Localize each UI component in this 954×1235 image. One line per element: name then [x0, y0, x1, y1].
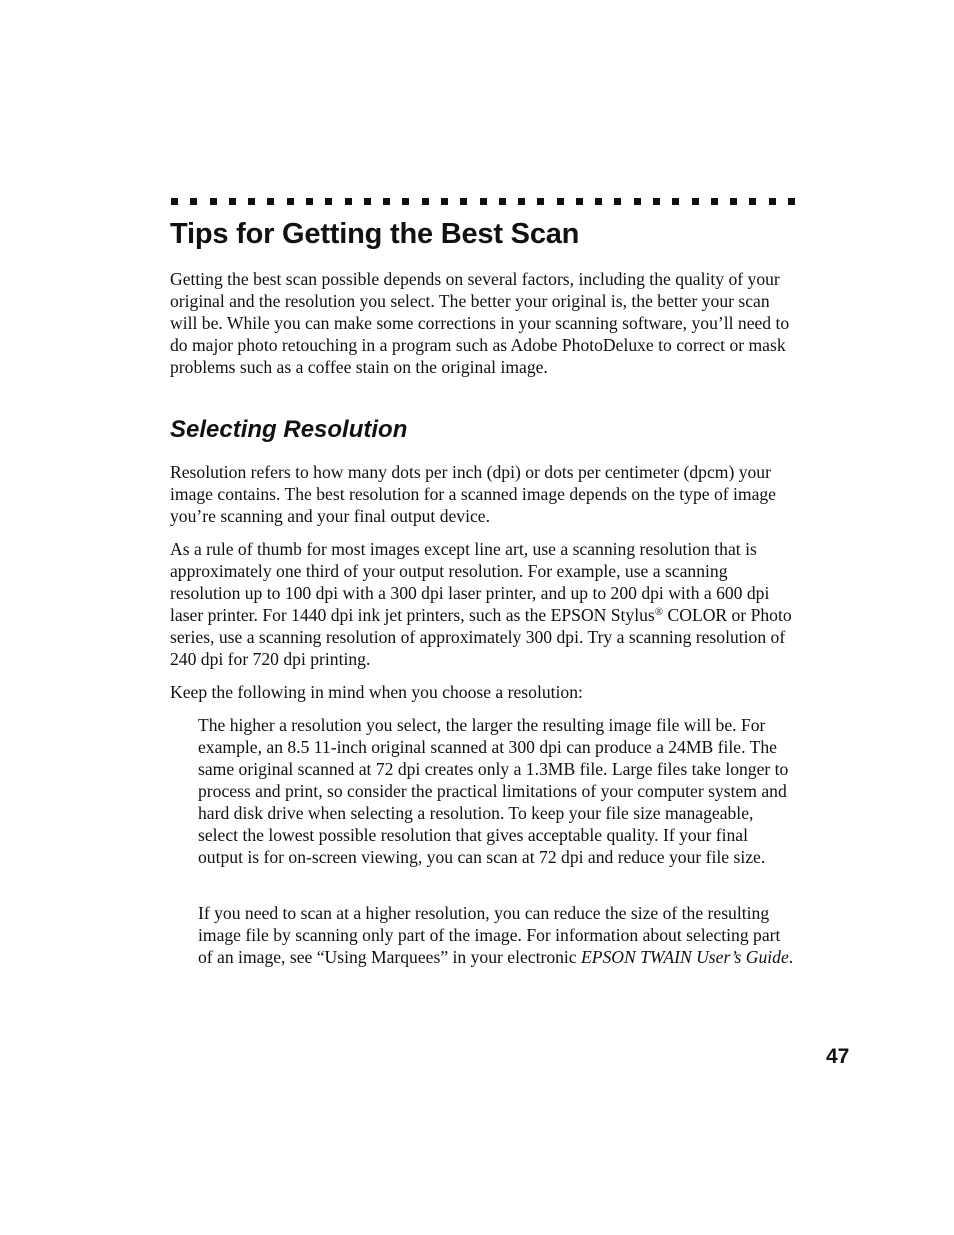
- rule-dot: [653, 198, 660, 205]
- rule-dot: [402, 198, 409, 205]
- rule-dot: [711, 198, 718, 205]
- partial-scan-text-end: .: [788, 947, 794, 967]
- resolution-definition-paragraph: Resolution refers to how many dots per inch (dpi) or dots per centimeter (dpcm) your image contains. The best resolution for a scanned image depends on the type of image you’re scanning and your final output device.: [170, 462, 776, 526]
- rule-dot: [499, 198, 506, 205]
- rule-dot: [210, 198, 217, 205]
- section-divider-rule: [171, 198, 795, 206]
- rule-dot: [190, 198, 197, 205]
- rule-dot: [287, 198, 294, 205]
- rule-dot: [480, 198, 487, 205]
- rule-dot: [422, 198, 429, 205]
- rule-dot: [749, 198, 756, 205]
- section-subheading: Selecting Resolution: [170, 416, 408, 443]
- rule-dot: [171, 198, 178, 205]
- rule-dot: [267, 198, 274, 205]
- rule-of-thumb-text: As a rule of thumb for most images except line art, use a scanning resolution that is approximately one third of your output resolution. For example, use a scanning resolution up to 100 dpi with a 300 dpi laser printer, and up to 200 dpi with a 600 dpi laser printer. For 1440 dpi ink jet printers, such as the EPSON Stylus: [170, 539, 770, 625]
- rule-dot: [460, 198, 467, 205]
- rule-dot: [672, 198, 679, 205]
- rule-dot: [229, 198, 236, 205]
- rule-dot: [306, 198, 313, 205]
- rule-of-thumb-text-continued: COLOR or Photo series, use a scanning resolution of approximately 300 dpi. Try a scanning resolution of 240 dpi for 720 dpi printing.: [170, 605, 792, 669]
- page-title: Tips for Getting the Best Scan: [170, 218, 580, 250]
- rule-dot: [730, 198, 737, 205]
- rule-dot: [576, 198, 583, 205]
- rule-dot: [364, 198, 371, 205]
- rule-dot: [248, 198, 255, 205]
- rule-dot: [383, 198, 390, 205]
- rule-dot: [518, 198, 525, 205]
- rule-dot: [634, 198, 641, 205]
- rule-dot: [692, 198, 699, 205]
- intro-paragraph: Getting the best scan possible depends on several factors, including the quality of your original and the resolution you select. The better your original is, the better your scan will be. While you can make some corrections in your scanning software, you’ll need to do major photo retouching in a program such as Adobe PhotoDeluxe to correct or mask problems such as a coffee stain on the original image.: [170, 269, 790, 377]
- rule-of-thumb-paragraph: [170, 538, 794, 670]
- rule-dot: [345, 198, 352, 205]
- rule-dot: [537, 198, 544, 205]
- rule-dot: [325, 198, 332, 205]
- list-item-file-size: The higher a resolution you select, the larger the resulting image file will be. For example, an 8.5 11-inch original scanned at 300 dpi can produce a 24MB file. The same original scanned at 72 dpi creates only a 1.3MB file. Large files take longer to process and print, so consider the practical limitations of your computer system and hard disk drive when selecting a resolution. To keep your file size manageable, select the lowest possible resolution that gives acceptable quality. If your final output is for on-screen viewing, you can scan at 72 dpi and reduce your file size.: [198, 715, 789, 867]
- guide-title: EPSON TWAIN User’s Guide: [581, 947, 789, 967]
- rule-dot: [441, 198, 448, 205]
- rule-dot: [557, 198, 564, 205]
- page-number: 47: [826, 1045, 850, 1068]
- registered-mark: ®: [654, 606, 664, 618]
- partial-scan-text: If you need to scan at a higher resolution, you can reduce the size of the resulting image file by scanning only part of the image. For information about selecting part of an image, see “Using Marquees” in your electronic: [198, 903, 781, 967]
- rule-dot: [595, 198, 602, 205]
- rule-dot: [769, 198, 776, 205]
- rule-dot: [788, 198, 795, 205]
- rule-dot: [614, 198, 621, 205]
- keep-in-mind-paragraph: Keep the following in mind when you choose a resolution:: [170, 682, 583, 702]
- list-item-partial-scan: [198, 902, 794, 968]
